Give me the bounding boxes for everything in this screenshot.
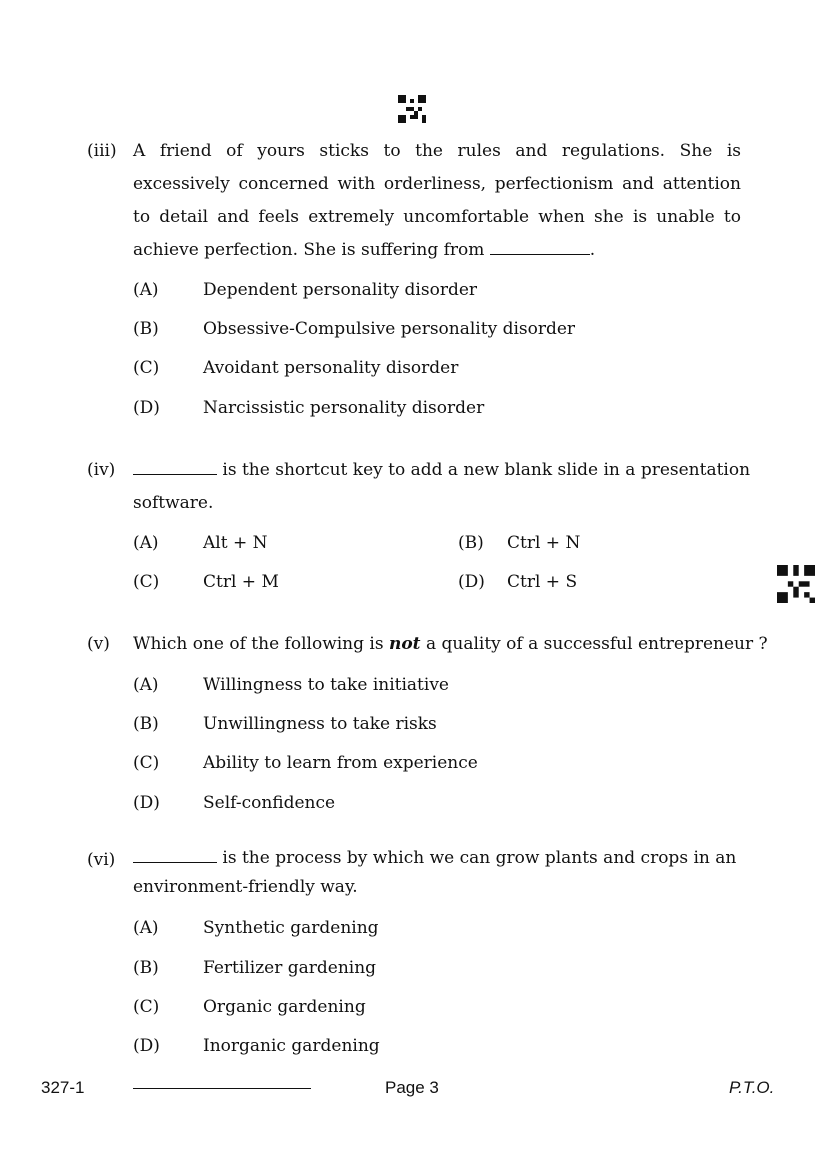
question-number: (v) [87,634,110,654]
question-number: (iii) [87,141,117,161]
option [133,995,366,1019]
question-stem [133,628,773,661]
option [133,673,449,697]
answer-blank [133,460,217,475]
option-text: Ctrl + S [507,572,578,592]
option-letter: (C) [133,572,160,592]
option-letter: (A) [133,918,159,938]
option [133,278,477,302]
option-letter: (B) [133,714,159,734]
option [133,356,458,380]
option-text: Self-confidence [203,793,336,813]
option [133,916,379,940]
answer-blank [133,848,217,863]
qr-code-side [777,565,815,603]
option-letter: (B) [133,319,159,339]
option [133,956,376,980]
option-letter: (D) [133,398,160,418]
option-text: Ability to learn from experience [203,753,478,773]
option [133,570,279,594]
option [133,712,437,736]
question-number: (iv) [87,460,116,480]
option-text: Willingness to take initiative [203,675,449,695]
option-letter: (D) [133,793,160,813]
option [458,570,577,594]
paper-code: 327-1 [41,1078,85,1097]
option [458,531,580,555]
option-text: Fertilizer gardening [203,958,377,978]
question-stem [133,844,748,902]
question-number: (vi) [87,850,116,870]
option-letter: (D) [458,572,485,592]
option [133,751,478,775]
option-letter: (A) [133,280,159,300]
question-text-end: . [589,240,596,260]
option-text: Synthetic gardening [203,918,379,938]
option-text: Unwillingness to take risks [203,714,437,734]
option [133,791,335,815]
page-number: Page 3 [385,1078,439,1097]
qr-code-top [398,95,426,123]
option-letter: (B) [458,533,484,553]
question-stem [133,135,741,267]
question-text: is the shortcut key to add a new blank slide in a presentation software. [133,460,751,513]
option-text: Ctrl + M [203,572,279,592]
answer-blank [490,240,590,255]
option-letter: (A) [133,533,159,553]
footer-rule [133,1088,311,1089]
question-text: A friend of yours sticks to the rules and regulations. She is excessively concerned with orderliness, perfectionism and attention to detail and feels extremely uncomfortable when she is unable to achieve perfection. She is suffering from [133,141,741,260]
option-text: Organic gardening [203,997,366,1017]
option-letter: (B) [133,958,159,978]
question-text: Which one of the following is [133,634,384,654]
option-text: Ctrl + N [507,533,581,553]
option-text: Inorganic gardening [203,1036,380,1056]
option-text: Narcissistic personality disorder [203,398,485,418]
option-text: Obsessive-Compulsive personality disorder [203,319,576,339]
option-text: Alt + N [203,533,268,553]
option [133,396,484,420]
emphasis-word: not [388,634,421,654]
question-stem [133,454,765,520]
option-letter: (D) [133,1036,160,1056]
option-letter: (C) [133,997,160,1017]
option-letter: (A) [133,675,159,695]
question-text-end: a quality of a successful entrepreneur ? [425,634,768,654]
question-text: is the process by which we can grow plants and crops in an environment-friendly way. [133,848,737,897]
option-text: Avoidant personality disorder [203,358,459,378]
option-letter: (C) [133,358,160,378]
option [133,1034,380,1058]
pto-label: P.T.O. [729,1078,775,1097]
option-letter: (C) [133,753,160,773]
option [133,317,575,341]
option-text: Dependent personality disorder [203,280,478,300]
option [133,531,267,555]
